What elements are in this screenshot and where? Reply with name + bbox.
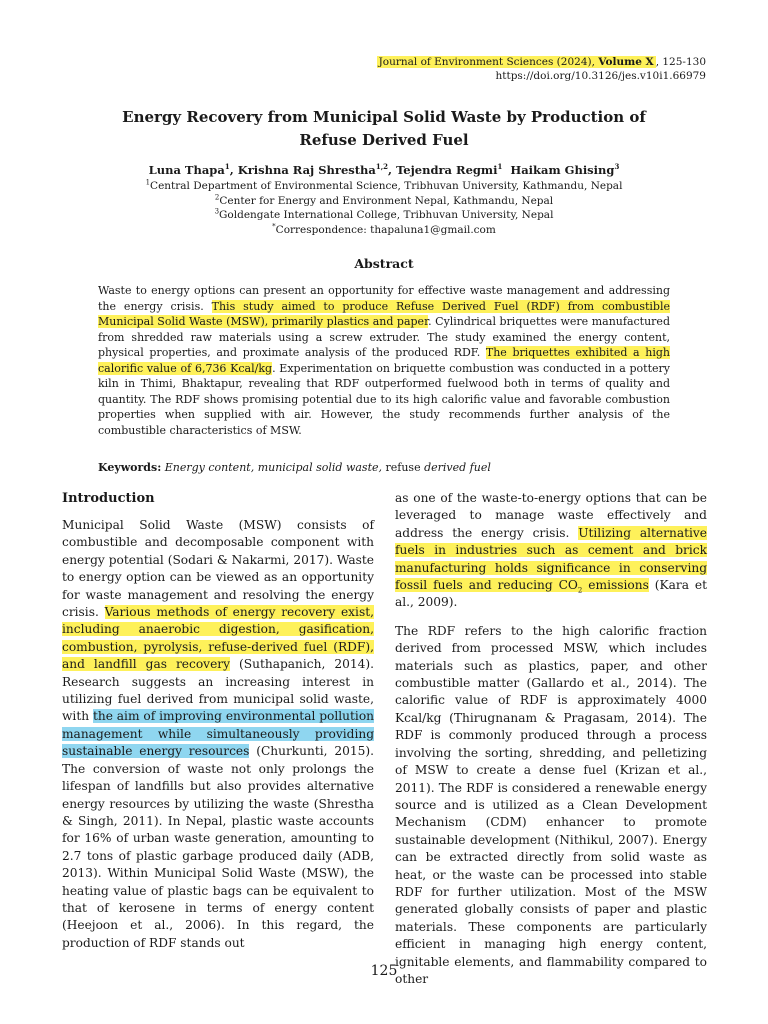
page-number: 125 bbox=[370, 963, 398, 979]
highlight-yellow: Utilizing alternative fuels in industries such as cement and brick manufacturing holds significance in conserving fossil fuels and reducing $CO_2$ emissions bbox=[395, 525, 707, 595]
highlight-yellow: Various methods of energy recovery exist, including anaerobic digestion, gasification, combustion, pyrolysis, refuse-derived fuel (RDF), and landfill gas recovery bbox=[62, 605, 374, 672]
journal-header bbox=[377, 55, 706, 83]
abstract-body: Waste to energy options can present an opportunity for effective waste management and addressing the energy crisis. This study aimed to produce Refuse Derived Fuel (RDF) from combustible Municipal Solid Waste (MSW), primarily plastics and paper. Cylindrical briquettes were manufactured from shredded raw materials using a screw extruder. The study examined the energy content, physical properties, and proximate analysis of the produced RDF. The briquettes exhibited a high calorific value of 6,736 Kcal/kg. Experimentation on briquette combustion was conducted in a pottery kiln in Thimi, Bhaktapur, revealing that RDF outperformed fuelwood both in terms of quality and quantity. The RDF shows promising potential due to its high calorific value and favorable combustion properties when supplied with air. However, the study recommends further analysis of the combustible characteristics of MSW. bbox=[98, 284, 671, 437]
highlight-yellow: This study aimed to produce Refuse Derived Fuel (RDF) from combustible Municipal Solid Waste (MSW), primarily plastics and paper bbox=[98, 299, 670, 328]
highlight-blue: the aim of improving environmental pollution management while simultaneously providing sustainable energy resources bbox=[62, 709, 375, 759]
keywords-label: Keywords: bbox=[98, 461, 162, 474]
abstract-heading: Abstract bbox=[354, 256, 414, 271]
affiliation: $^2$Center for Energy and Environment Nepal, Kathmandu, Nepal bbox=[214, 193, 554, 207]
affiliations bbox=[62, 179, 706, 237]
journal-pages: , 125-130 bbox=[655, 56, 706, 68]
left-column bbox=[62, 490, 374, 952]
journal-volume: Volume X bbox=[598, 56, 654, 68]
journal-citation bbox=[377, 55, 706, 69]
correspondence: *Correspondence: thapaluna1@gmail.com bbox=[272, 222, 496, 236]
author: Tejendra Regmi bbox=[396, 163, 498, 177]
introduction-heading: Introduction bbox=[62, 491, 155, 506]
highlight-yellow: The briquettes exhibited a high calorific value of 6,736 Kcal/kg bbox=[98, 346, 670, 375]
journal-name: Journal of Environment Sciences (2024), bbox=[378, 56, 599, 68]
author: Luna Thapa bbox=[148, 163, 225, 177]
paragraph: as one of the waste-to-energy options that can be leveraged to manage waste effectively and address the energy crisis. Utilizing alternative fuels in industries such as cement and brick manufacturing holds significance in conserving fossil fuels and reducing $CO_2$ emissions (Kara et al., 2009). bbox=[395, 491, 708, 610]
doi-link[interactable]: https://doi.org/10.3126/jes.v10i1.66979 bbox=[495, 70, 706, 82]
paragraph: The RDF refers to the high calorific fraction derived from processed MSW, which includes materials such as plastics, paper, and other combustible matter (Gallardo et al., 2014). The calorific value of RDF is approximately 4000 Kcal/kg (Thirugnanam & Pragasam, 2014). The RDF is commonly produced through a process involving the sorting, shredding, and pelletizing of MSW to create a dense fuel (Krizan et al., 2011). The RDF is considered a renewable energy source and is utilized as a Clean Development Mechanism (CDM) enhancer to promote sustainable development (Nithikul, 2007). Energy can be extracted directly from solid waste as heat, or the waste can be processed into stable RDF for further utilization. Most of the MSW generated globally consists of paper and plastic materials. These components are particularly efficient in managing high energy content, ignitable elements, and flammability compared to other bbox=[395, 623, 707, 986]
author: Krishna Raj Shrestha bbox=[237, 163, 376, 177]
introduction-paragraph: Municipal Solid Waste (MSW) consists of combustible and decomposable component with energy potential (Sodari & Nakarmi, 2017). Waste to energy option can be viewed as an opportunity for waste management and resolving the energy crisis. Various methods of energy recovery exist, including anaerobic digestion, gasification, combustion, pyrolysis, refuse-derived fuel (RDF), and landfill gas recovery (Suthapanich, 2014). Research suggests an increasing interest in utilizing fuel derived from municipal solid waste, with the aim of improving environmental pollution management while simultaneously providing sustainable energy resources (Churkunti, 2015). The conversion of waste not only prolongs the lifespan of landfills but also provides alternative energy resources by utilizing the waste (Shrestha & Singh, 2011). In Nepal, plastic waste accounts for 16% of urban waste generation, amounting to 2.7 tons of plastic garbage produced daily (ADB, 2013). Within Municipal Solid Waste (MSW), the heating value of plastic bags can be equivalent to that of kerosene in terms of energy content (Heejoon et al., 2006). In this regard, the production of RDF stands out bbox=[62, 518, 375, 950]
author: Haikam Ghising bbox=[510, 163, 615, 177]
keywords: Keywords: Energy content, municipal solid waste, refuse derived fuel bbox=[98, 461, 491, 474]
affiliation: $^1$Central Department of Environmental Science, Tribhuvan University, Kathmandu, Nepal bbox=[145, 178, 623, 192]
author-list: Luna Thapa$^1$, Krishna Raj Shrestha$^{1,2}$, Tejendra Regmi$^1$ Haikam Ghising$^3$ bbox=[148, 162, 620, 177]
right-column bbox=[395, 490, 707, 988]
paper-title: Energy Recovery from Municipal Solid Waste by Production of Refuse Derived Fuel bbox=[122, 108, 646, 149]
affiliation: $^3$Goldengate International College, Tribhuvan University, Nepal bbox=[214, 207, 554, 221]
